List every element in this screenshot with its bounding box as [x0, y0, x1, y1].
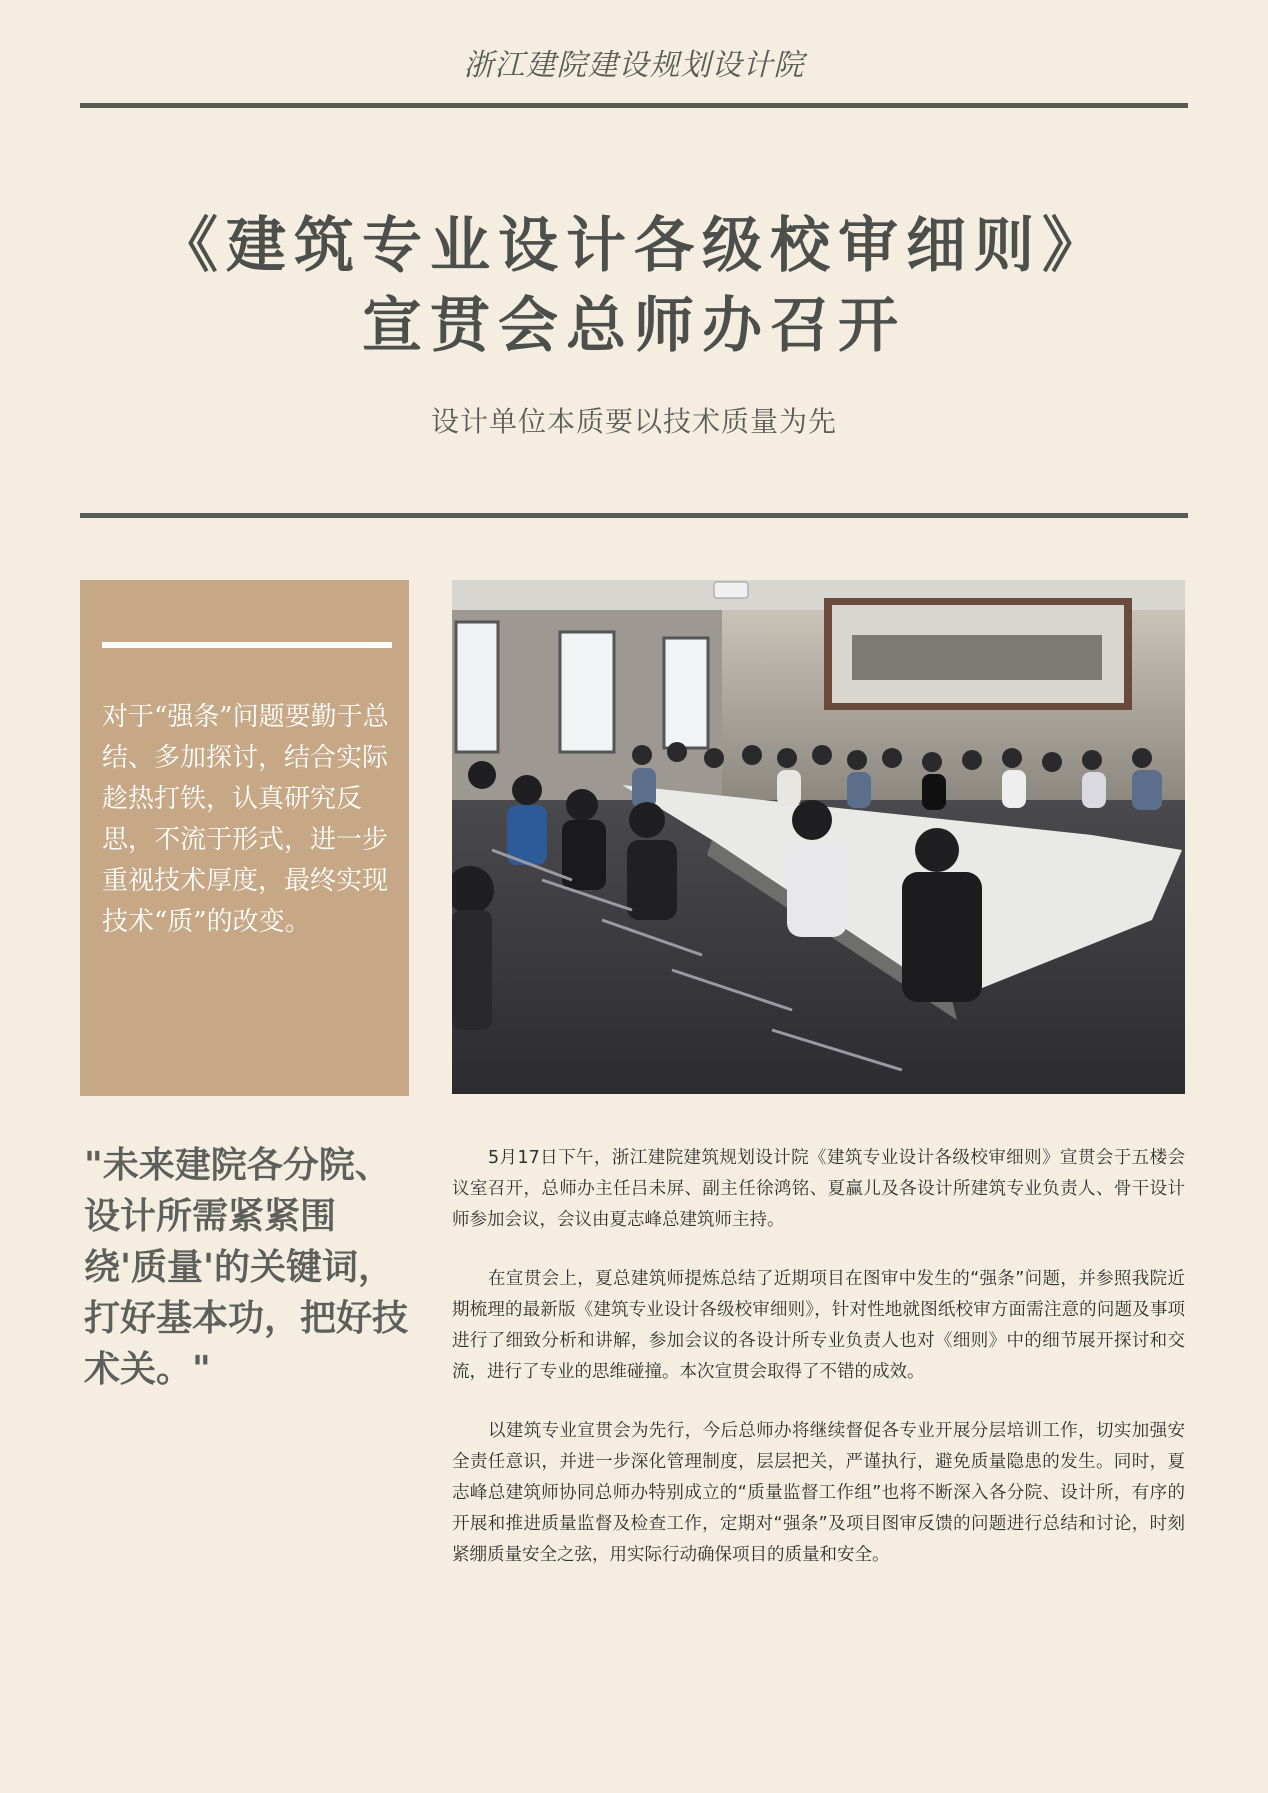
- sidebar-accent-bar: [102, 642, 392, 648]
- meeting-room-photo: [452, 580, 1185, 1094]
- top-divider: [80, 103, 1188, 108]
- page-title-line1: 《建筑专业设计各级校审细则》: [158, 211, 1110, 281]
- article-paragraph: 在宣贯会上，夏总建筑师提炼总结了近期项目在图审中发生的“强条”问题，并参照我院近期梳理的最新版《建筑专业设计各级校审细则》，针对性地就图纸校审方面需注意的问题及事项进行了细致分析和讲解，参加会议的各设计所专业负责人也对《细则》中的细节展开探讨和交流，进行了专业的思维碰撞。本次宣贯会取得了不错的成效。: [452, 1269, 1185, 1382]
- photo-illustration: [452, 580, 1185, 1094]
- article-paragraph: 以建筑专业宣贯会为先行，今后总师办将继续督促各专业开展分层培训工作，切实加强安全责任意识，并进一步深化管理制度，层层把关，严谨执行，避免质量隐患的发生。同时，夏志峰总建筑师协同总师办特别成立的“质量监督工作组”也将不断深入各分院、设计所，有序的开展和推进质量监督及检查工作，定期对“强条”及项目图审反馈的问题进行总结和讨论，时刻紧绷质量安全之弦，用实际行动确保项目的质量和安全。: [452, 1421, 1185, 1565]
- section-divider: [80, 513, 1188, 518]
- sidebar-text: 对于“强条”问题要勤于总结、多加探讨，结合实际趁热打铁，认真研究反思，不流于形式，进一步重视技术厚度，最终实现技术“质”的改变。: [102, 702, 389, 937]
- sidebar-callout: [80, 580, 409, 1096]
- article-body: [452, 1143, 1185, 1599]
- page-subtitle: 设计单位本质要以技术质量为先: [430, 405, 837, 438]
- article-paragraph: 5月17日下午，浙江建院建筑规划设计院《建筑专业设计各级校审细则》宣贯会于五楼会议室召开，总师办主任吕未屏、副主任徐鸿铭、夏赢儿及各设计所建筑专业负责人、骨干设计师参加会议，会议由夏志峰总建筑师主持。: [452, 1148, 1185, 1230]
- organization-name: 浙江建院建设规划设计院: [463, 48, 805, 83]
- pull-quote: "未来建院各分院、设计所需紧紧围绕'质量'的关键词，打好基本功，把好技术关。": [84, 1145, 409, 1390]
- page-title-line2: 宣贯会总师办召开: [362, 291, 906, 361]
